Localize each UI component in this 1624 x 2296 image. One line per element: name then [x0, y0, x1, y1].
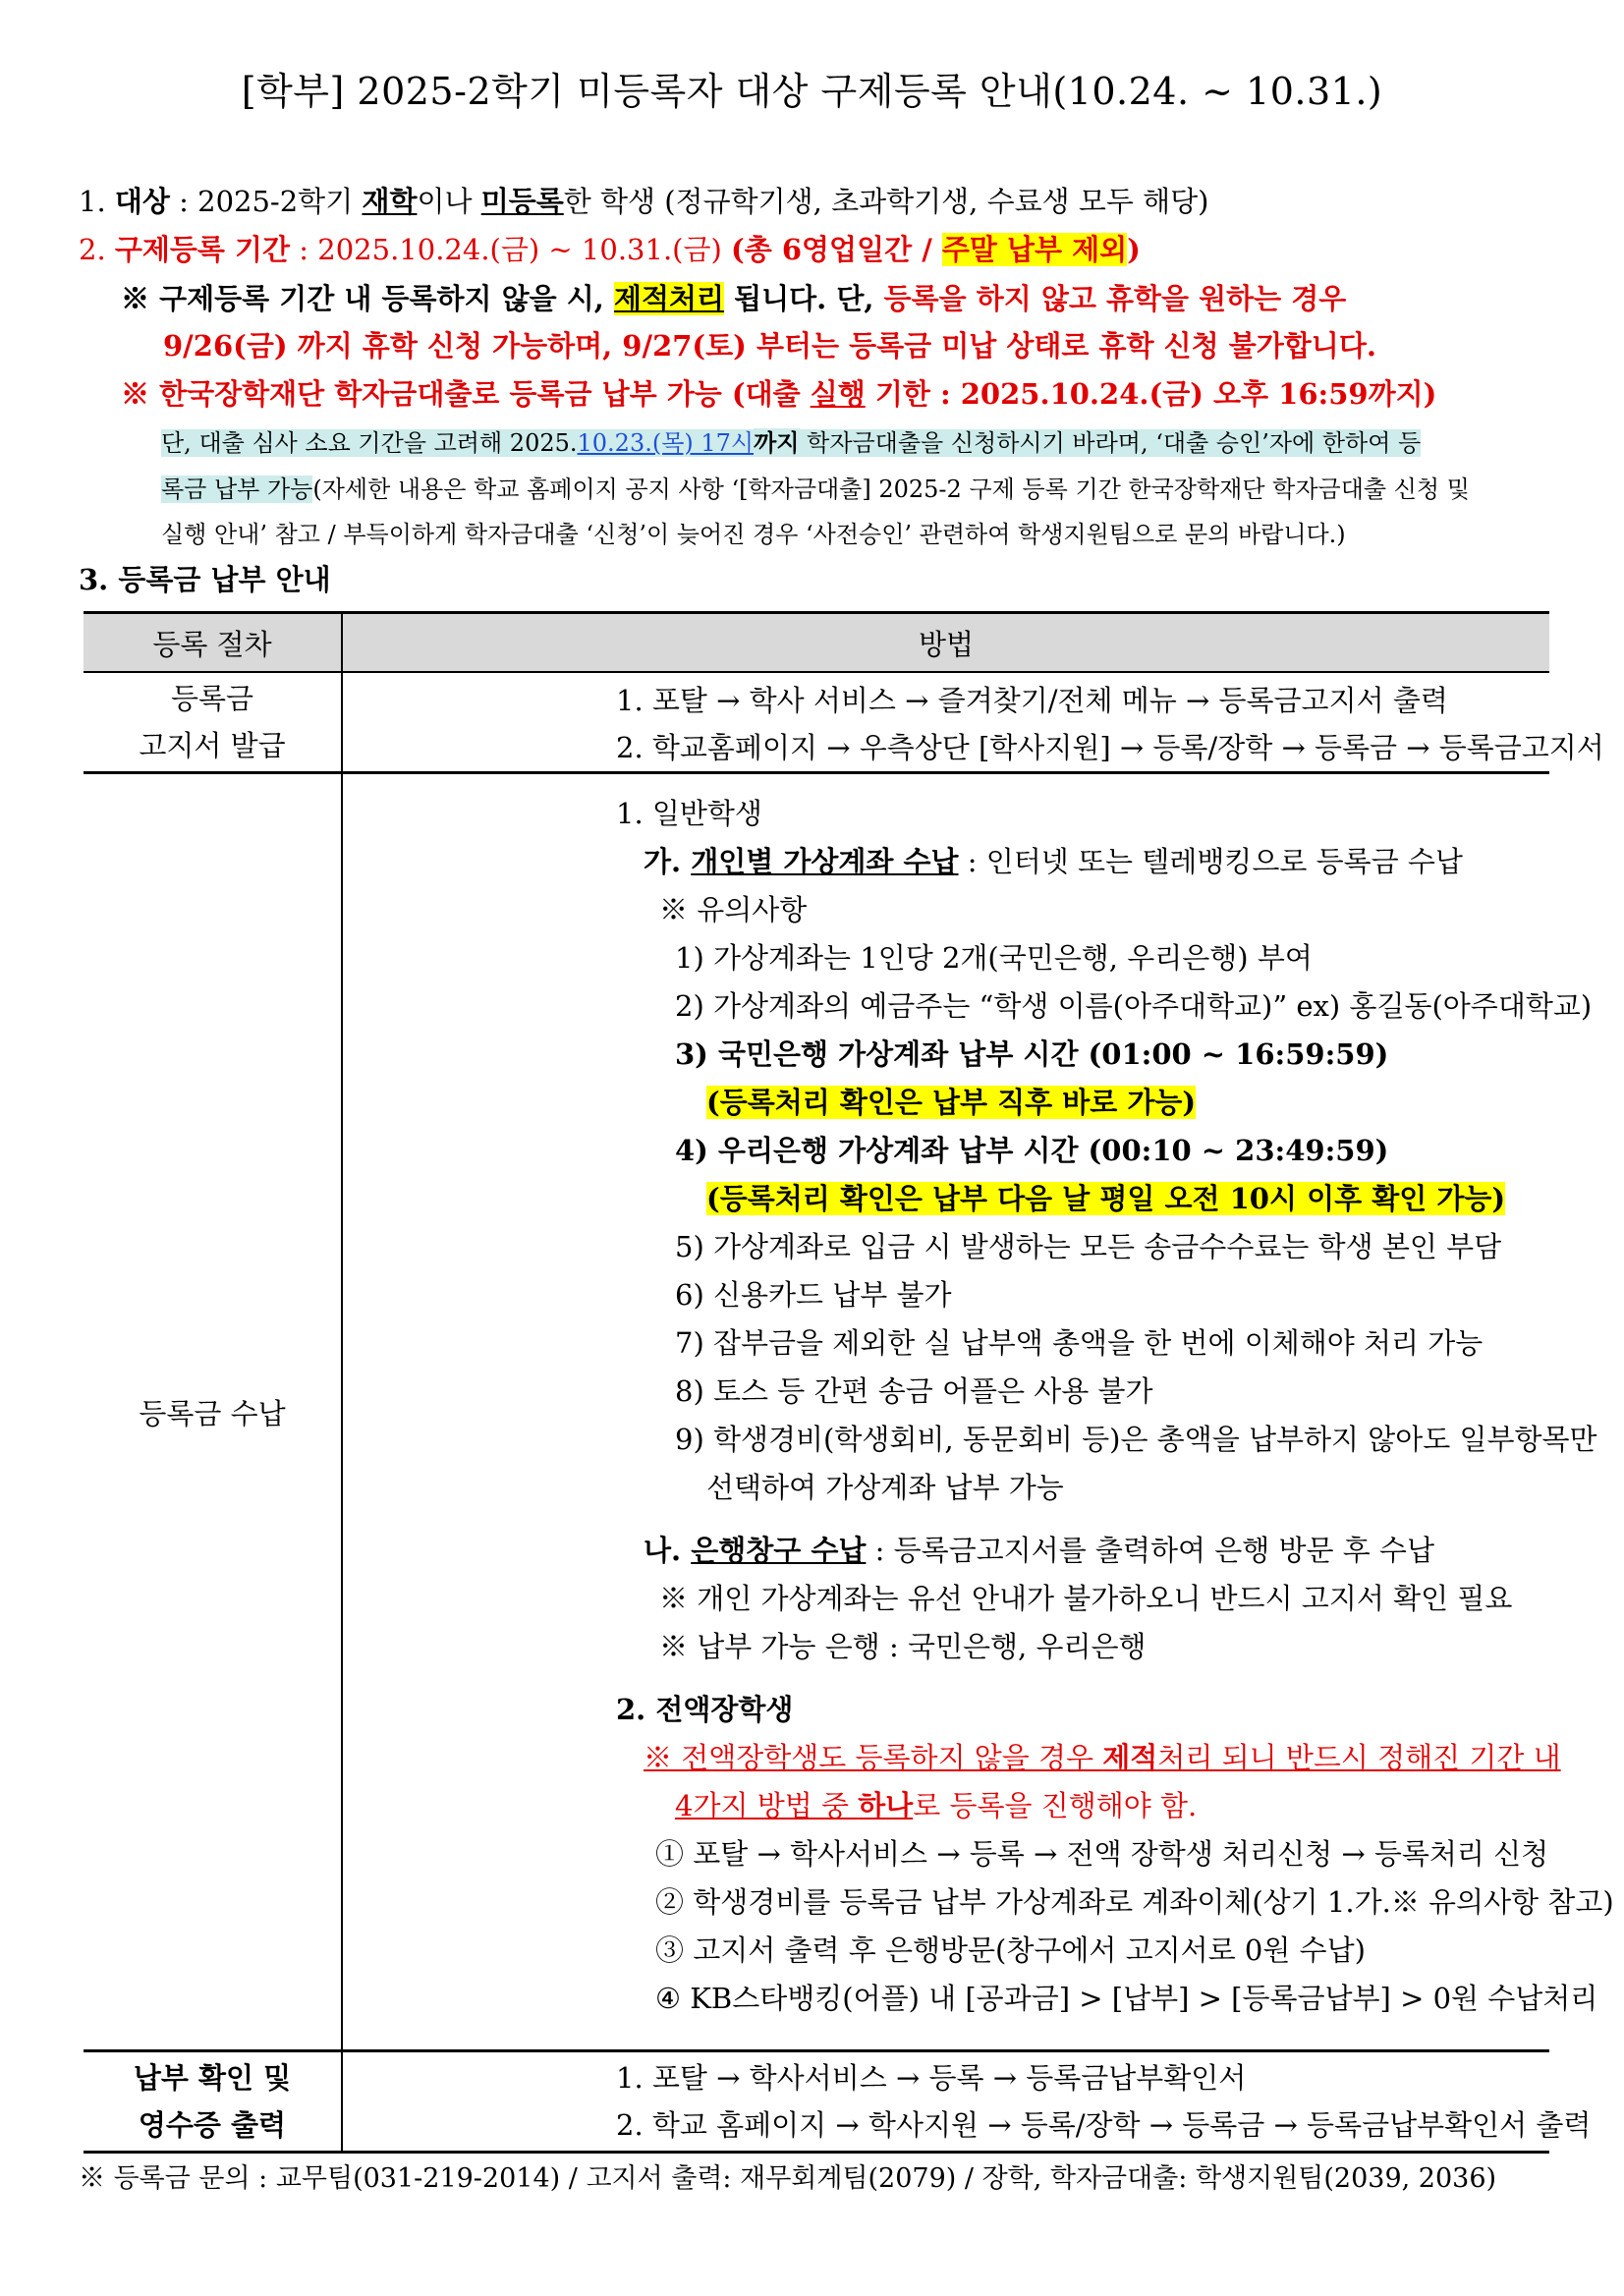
item-number: 2. [79, 233, 115, 266]
target-text: 이나 [417, 185, 481, 218]
loan-detail-text: (자세한 내용은 학교 홈페이지 공지 사항 ‘[학자금대출] 2025-2 구제 등록 기간 한국장학재단 학자금대출 신청 및 [312, 476, 1470, 503]
caution-item-cont: 선택하여 가상계좌 납부 가능 [706, 1471, 1064, 1504]
payment-table [84, 611, 1614, 2154]
sub-number: 나. [644, 1534, 692, 1567]
loan-text: ※ 한국장학재단 학자금대출로 등록금 납부 가능 (대출 [121, 377, 811, 411]
loan-detail-line3: 실행 안내’ 참고 / 부득이하게 학자금대출 ‘신청’이 늦어진 경우 ‘사전승인’ 관련하여 학생지원팀으로 문의 바랍니다.) [161, 521, 1346, 548]
caution-item: 7) 잡부금을 제외한 실 납부액 총액을 한 번에 이체해야 처리 가능 [675, 1326, 1484, 1360]
virtual-account-desc: : 인터넷 또는 텔레뱅킹으로 등록금 수납 [958, 845, 1463, 878]
caution-item-highlight [706, 1177, 1505, 1217]
caution-item: 5) 가상계좌로 입금 시 발생하는 모든 송금수수료는 학생 본인 부담 [675, 1230, 1502, 1263]
caution-item: 9) 학생경비(학생회비, 동문회비 등)은 총액을 납부하지 않아도 일부항목만 [675, 1423, 1597, 1456]
loan-apply-deadline: 10.23.(목) 17시 [577, 429, 755, 457]
invoice-step-2: 2. 학교홈페이지 → 우측상단 [학사지원] → 등록/장학 → 등록금 → 등록금고지서 [616, 731, 1604, 764]
loan-detail-text: 학자금대출을 신청하시기 바라며, ‘대출 승인’자에 한하여 등 [799, 429, 1422, 457]
invoice-method-cell [342, 672, 1604, 773]
scholarship-method: ③ 고지서 출력 후 은행방문(창구에서 고지서로 0원 수납) [655, 1933, 1366, 1967]
loan-detail-text: 까지 [754, 428, 800, 457]
loan-detail-line2 [161, 470, 1470, 504]
expulsion-note-line1 [121, 277, 1346, 317]
contact-footer: ※ 등록금 문의 : 교무팀(031-219-2014) / 고지서 출력: 재무회계팀(2079) / 장학, 학자금대출: 학생지원팀(2039, 2036) [79, 2163, 1497, 2194]
period-total: (총 6영업일간 / [731, 233, 942, 266]
expulsion-word: 제적처리 [613, 282, 725, 315]
period-close: ) [1127, 233, 1141, 266]
payment-label-cell: 등록금 수납 [84, 773, 342, 2051]
caution-item: 6) 신용카드 납부 불가 [675, 1278, 952, 1312]
note-text: ※ 구제등록 기간 내 등록하지 않을 시, [121, 282, 614, 315]
virtual-account-line [644, 840, 1463, 880]
caution-item: 2) 가상계좌의 예금주는 “학생 이름(아주대학교)” ex) 홍길동(아주대학교) [675, 989, 1593, 1023]
scholarship-note-text: 로 등록을 진행해야 함. [913, 1789, 1198, 1822]
table-row-payment [84, 773, 1549, 2051]
weekend-excluded: 주말 납부 제외 [941, 233, 1128, 266]
invoice-label-line1: 등록금 [170, 682, 254, 715]
caution-item: 1) 가상계좌는 1인당 2개(국민은행, 우리은행) 부여 [675, 941, 1313, 975]
target-line [79, 180, 1208, 220]
receipt-label-line2: 영수증 출력 [138, 2108, 287, 2142]
loan-detail-line1 [161, 423, 1421, 458]
general-student-heading: 1. 일반학생 [616, 797, 762, 830]
unregistered-word: 미등록 [480, 185, 564, 218]
table-row-invoice [84, 672, 1549, 773]
loan-detail-text: 단, 대출 심사 소요 기간을 고려해 2025. [161, 429, 578, 457]
payment-guide-heading: 3. 등록금 납부 안내 [79, 563, 331, 596]
target-label: 대상 [114, 185, 170, 218]
receipt-step-2: 2. 학교 홈페이지 → 학사지원 → 등록/장학 → 등록금 → 등록금납부확인서 출력 [616, 2108, 1592, 2142]
loan-execution-word: 실행 [810, 377, 866, 411]
scholarship-method: ② 학생경비를 등록금 납부 가상계좌로 계좌이체(상기 1.가.※ 유의사항 참고) [655, 1885, 1614, 1919]
woori-confirm-note: (등록처리 확인은 납부 다음 날 평일 오전 10시 이후 확인 가능) [706, 1182, 1506, 1215]
payment-method-cell [342, 773, 1614, 2051]
one-of-word: 하나 [858, 1789, 914, 1822]
target-text: 한 학생 (정규학기생, 초과학기생, 수료생 모두 해당) [563, 185, 1209, 218]
item-number: 1. [79, 185, 115, 218]
caution-item: 3) 국민은행 가상계좌 납부 시간 (01:00 ~ 16:59:59) [675, 1037, 1389, 1071]
bank-counter-note: ※ 개인 가상계좌는 유선 안내가 불가하오니 반드시 고지서 확인 필요 [659, 1582, 1513, 1615]
caution-item: 8) 토스 등 간편 송금 어플은 사용 불가 [675, 1374, 1153, 1408]
note-text: 됩니다. 단, [724, 282, 884, 315]
period-line [79, 228, 1141, 268]
loan-detail-text: 록금 납부 가능 [161, 476, 313, 503]
loan-deadline: 기한 : 2025.10.24.(금) 오후 16:59까지) [865, 377, 1437, 411]
bank-counter-title: 은행창구 수납 [691, 1534, 867, 1567]
enrolled-word: 재학 [362, 185, 418, 218]
scholarship-note-text: ※ 전액장학생도 등록하지 않을 경우 [644, 1741, 1103, 1774]
table-header-procedure: 등록 절차 [84, 613, 342, 673]
table-row-receipt [84, 2051, 1549, 2153]
receipt-method-cell [342, 2051, 1592, 2153]
receipt-label-line1: 납부 확인 및 [133, 2061, 292, 2095]
caution-heading: ※ 유의사항 [659, 893, 808, 926]
invoice-label-cell [84, 672, 342, 773]
leave-condition: 등록을 하지 않고 휴학을 원하는 경우 [883, 282, 1347, 315]
scholarship-note-line2 [675, 1784, 1197, 1824]
expulsion-word: 제적 [1102, 1741, 1158, 1774]
scholarship-method: ① 포탈 → 학사서비스 → 등록 → 전액 장학생 처리신청 → 등록처리 신청 [655, 1837, 1549, 1871]
kb-confirm-note: (등록처리 확인은 납부 직후 바로 가능) [706, 1086, 1197, 1119]
receipt-label-cell [84, 2051, 342, 2153]
caution-item-highlight [706, 1081, 1196, 1121]
receipt-step-1: 1. 포탈 → 학사서비스 → 등록 → 등록금납부확인서 [616, 2061, 1247, 2095]
scholarship-note-text: 처리 되니 반드시 정해진 기간 내 [1157, 1741, 1561, 1774]
invoice-label-line2: 고지서 발급 [139, 729, 286, 762]
period-label: 구제등록 기간 [114, 233, 291, 266]
invoice-step-1: 1. 포탈 → 학사 서비스 → 즐겨찾기/전체 메뉴 → 등록금고지서 출력 [616, 684, 1448, 717]
sub-number: 가. [644, 845, 692, 878]
target-text: : 2025-2학기 [169, 185, 363, 218]
loan-note [121, 372, 1436, 413]
table-header-row [84, 613, 1549, 673]
expulsion-note-line2: 9/26(금) 까지 휴학 신청 가능하며, 9/27(토) 부터는 등록금 미납 상태로 휴학 신청 불가합니다. [163, 329, 1376, 363]
scholarship-note-text: 4가지 방법 중 [675, 1789, 859, 1822]
page-title: [학부] 2025-2학기 미등록자 대상 구제등록 안내(10.24. ~ 10.31.) [241, 70, 1383, 113]
bank-counter-desc: : 등록금고지서를 출력하여 은행 방문 후 수납 [866, 1534, 1434, 1567]
scholarship-method: ④ KB스타뱅킹(어플) 내 [공과금] > [납부] > [등록금납부] > 0원 수납처리 [655, 1982, 1598, 2015]
bank-counter-note: ※ 납부 가능 은행 : 국민은행, 우리은행 [659, 1630, 1147, 1663]
period-dates: : 2025.10.24.(금) ~ 10.31.(금) [290, 233, 732, 266]
scholarship-note-line1 [644, 1736, 1561, 1776]
bank-counter-line [644, 1529, 1434, 1569]
caution-item: 4) 우리은행 가상계좌 납부 시간 (00:10 ~ 23:49:59) [675, 1134, 1389, 1167]
virtual-account-title: 개인별 가상계좌 수납 [691, 845, 959, 878]
table-header-method: 방법 [342, 613, 1549, 673]
scholarship-heading: 2. 전액장학생 [616, 1693, 794, 1726]
